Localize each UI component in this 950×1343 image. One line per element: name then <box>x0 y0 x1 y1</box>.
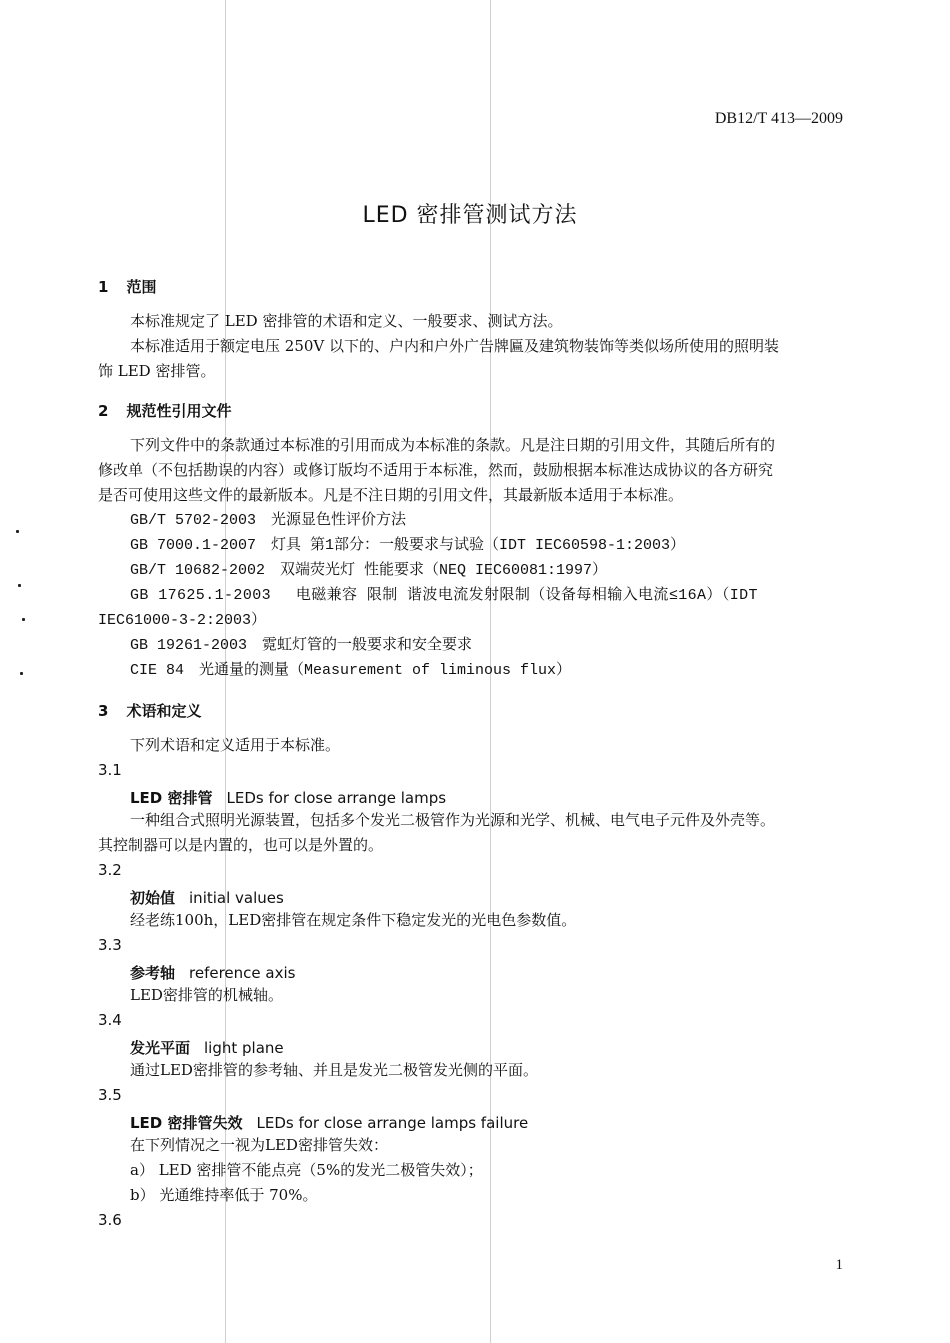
paragraph: 下列文件中的条款通过本标准的引用而成为本标准的条款。凡是注日期的引用文件，其随后所有的 <box>130 436 776 454</box>
margin-speck <box>18 584 21 587</box>
term-cn: 初始值 <box>130 889 176 907</box>
term-number: 3.4 <box>98 1011 122 1029</box>
doc-code: DB12/T 413—2009 <box>714 110 843 127</box>
term-number: 3.3 <box>98 936 122 954</box>
term-title <box>130 1112 528 1133</box>
term-title <box>130 787 446 808</box>
term-definition: 一种组合式照明光源装置，包括多个发光二极管作为光源和光学、机械、电气电子元件及外壳等。 <box>130 811 776 829</box>
section-title: 术语和定义 <box>126 702 202 720</box>
section-3-heading <box>98 700 201 721</box>
section-title: 范围 <box>126 278 157 296</box>
section-number: 1 <box>98 278 109 296</box>
term-cn: LED 密排管 <box>130 789 213 807</box>
term-en: reference axis <box>189 964 296 982</box>
doc-title: LED 密排管测试方法 <box>362 203 578 228</box>
section-2-heading <box>98 400 231 421</box>
paragraph: 本标准规定了 LED 密排管的术语和定义、一般要求、测试方法。 <box>130 312 563 330</box>
list-item-b: b） 光通维持率低于 70%。 <box>130 1186 318 1204</box>
term-number: 3.1 <box>98 761 122 779</box>
margin-speck <box>22 618 25 621</box>
term-number: 3.6 <box>98 1211 122 1229</box>
term-definition: 通过LED密排管的参考轴、并且是发光二极管发光侧的平面。 <box>130 1061 538 1079</box>
term-en: LEDs for close arrange lamps failure <box>256 1114 529 1132</box>
paragraph: 本标准适用于额定电压 250V 以下的、户内和户外广告牌匾及建筑物装饰等类似场所使用的照明装 <box>130 337 780 355</box>
term-title <box>130 962 295 983</box>
paragraph: 是否可使用这些文件的最新版本。凡是不注日期的引用文件，其最新版本适用于本标准。 <box>98 486 684 504</box>
term-cn: LED 密排管失效 <box>130 1114 243 1132</box>
list-item-a: a） LED 密排管不能点亮（5%的发光二极管失效）； <box>130 1161 483 1179</box>
paragraph: 修改单（不包括勘误的内容）或修订版均不适用于本标准，然而，鼓励根据本标准达成协议的各方研究 <box>98 461 774 479</box>
term-en: initial values <box>189 889 284 907</box>
paragraph: 下列术语和定义适用于本标准。 <box>130 736 341 754</box>
section-number: 3 <box>98 702 109 720</box>
term-title <box>130 887 284 908</box>
term-definition: 在下列情况之一视为LED密排管失效： <box>130 1136 388 1154</box>
term-en: light plane <box>204 1039 284 1057</box>
paragraph: 饰 LED 密排管。 <box>98 362 216 380</box>
term-number: 3.2 <box>98 861 122 879</box>
term-title <box>130 1037 284 1058</box>
page-number: 1 <box>835 1257 843 1273</box>
section-title: 规范性引用文件 <box>126 402 232 420</box>
term-definition: LED密排管的机械轴。 <box>130 986 283 1004</box>
section-1-heading <box>98 276 156 297</box>
term-cn: 发光平面 <box>130 1039 191 1057</box>
reference-item: GB 7000.1-2007 灯具 第1部分：一般要求与试验（IDT IEC60598-1:2003） <box>130 537 686 554</box>
margin-speck <box>16 530 19 533</box>
margin-speck <box>20 672 23 675</box>
reference-item: GB/T 5702-2003 光源显色性评价方法 <box>130 512 407 529</box>
term-definition: 经老练100h，LED密排管在规定条件下稳定发光的光电色参数值。 <box>130 911 577 929</box>
term-number: 3.5 <box>98 1086 122 1104</box>
reference-item: CIE 84 光通量的测量（Measurement of liminous flux） <box>130 662 572 679</box>
reference-item-continued: IEC61000-3-2:2003） <box>98 612 267 629</box>
term-cn: 参考轴 <box>130 964 176 982</box>
term-definition: 其控制器可以是内置的，也可以是外置的。 <box>98 836 384 854</box>
reference-item: GB/T 10682-2002 双端荧光灯 性能要求（NEQ IEC60081:1997） <box>130 562 608 579</box>
reference-item: GB 17625.1-2003 电磁兼容 限制 谐波电流发射限制（设备每相输入电流≤16A）（IDT <box>130 587 758 604</box>
reference-item: GB 19261-2003 霓虹灯管的一般要求和安全要求 <box>130 637 473 654</box>
term-en: LEDs for close arrange lamps <box>226 789 447 807</box>
section-number: 2 <box>98 402 109 420</box>
